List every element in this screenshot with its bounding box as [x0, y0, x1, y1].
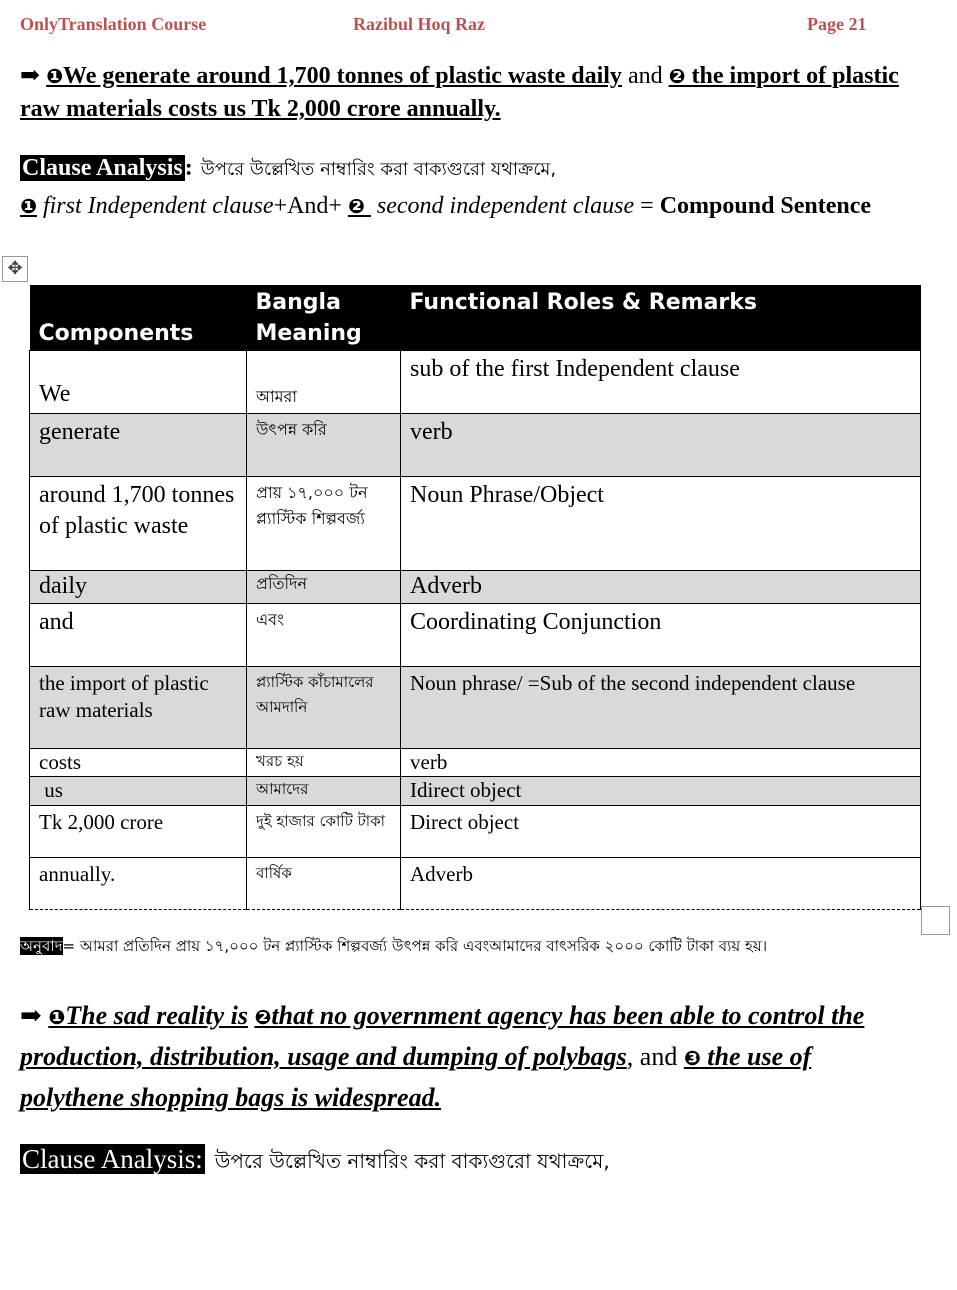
move-icon[interactable]: ✥: [2, 256, 28, 282]
clause-analysis-bangla: উপরে উল্লেখিত নাম্বারিং করা বাক্যগুরো যথাক্রমে,: [200, 159, 557, 180]
sentence-1-part-1: We generate around 1,700 tonnes of plastic waste daily: [63, 63, 622, 89]
bangla-cell: বার্ষিক: [247, 858, 401, 910]
remark-cell: sub of the first Independent clause: [401, 351, 921, 414]
sentence-1: [20, 60, 920, 126]
independent-clause-line: [20, 190, 920, 222]
component-cell: costs: [30, 749, 247, 777]
component-cell: generate: [30, 414, 247, 477]
header-course: OnlyTranslation Course: [20, 14, 207, 34]
second-clause: second independent clause: [370, 193, 635, 219]
square-icon[interactable]: [921, 906, 950, 935]
sentence-1-part-2: the import of plastic raw materials costs us Tk 2,000 crore annually.: [20, 63, 899, 122]
sentence-2-part-1: The sad reality is: [65, 1001, 248, 1030]
header-bangla-meaning: Bangla Meaning: [247, 285, 401, 351]
bangla-cell: আমরা: [247, 351, 401, 414]
clause-analysis-2-label: Clause Analysis:: [22, 1144, 203, 1174]
bangla-cell: খরচ হয়: [247, 749, 401, 777]
bangla-cell: দুই হাজার কোটি টাকা: [247, 806, 401, 858]
table-row: [30, 749, 921, 777]
bangla-cell: প্ল্যাস্টিক কাঁচামালের আমদানি: [247, 667, 401, 749]
remark-cell: Adverb: [401, 858, 921, 910]
marker-1-icon: ❶: [46, 64, 64, 88]
components-table: [29, 285, 921, 910]
marker-2-icon: ❷: [668, 64, 686, 88]
compound-sentence: Compound Sentence: [659, 193, 872, 219]
header-author: Razibul Hoq Raz: [353, 14, 486, 34]
table-row: [30, 858, 921, 910]
remark-cell: Noun Phrase/Object: [401, 477, 921, 571]
arrow-icon: ➡: [20, 1001, 42, 1030]
remark-cell: verb: [401, 749, 921, 777]
translation-label: অনুবাদ: [20, 937, 63, 955]
marker-1-icon: ❶: [48, 1005, 66, 1029]
sentence-2-comma-and: , and: [626, 1042, 684, 1071]
table-row: [30, 604, 921, 667]
header-components: Components: [30, 285, 247, 351]
remark-cell: Coordinating Conjunction: [401, 604, 921, 667]
marker-2-icon: ❷: [347, 194, 365, 218]
bangla-cell: প্রায় ১৭,০০০ টন প্ল্যাস্টিক শিল্পবর্জ্য: [247, 477, 401, 571]
translation-text: = আমরা প্রতিদিন প্রায় ১৭,০০০ টন প্ল্যাস্টিক শিল্পবর্জ্য উৎপন্ন করি এবংআমাদের বাৎসরিক ২০০০ কোটি টাকা ব্যয় হয়।: [62, 937, 768, 955]
arrow-icon: ➡: [20, 63, 41, 89]
marker-1-icon: ❶: [20, 194, 37, 218]
bangla-cell: আমাদের: [247, 777, 401, 806]
remark-cell: Direct object: [401, 806, 921, 858]
header-page: Page 21: [807, 14, 867, 34]
first-clause: first Independent clause: [36, 193, 274, 219]
clause-analysis-2-bangla: উপরে উল্লেখিত নাম্বারিং করা বাক্যগুরো যথাক্রমে,: [214, 1149, 610, 1173]
sentence-2-part-2: that no government agency has been able to control the production, distribution, usage and dumping of polybags: [20, 1001, 865, 1071]
clause-analysis-2: [20, 1144, 610, 1180]
remark-cell: Noun phrase/ =Sub of the second independent clause: [401, 667, 921, 749]
clause-analysis-colon: :: [184, 155, 193, 181]
component-cell: around 1,700 tonnes of plastic waste: [30, 477, 247, 571]
equals: =: [634, 193, 660, 219]
bangla-cell: উৎপন্ন করি: [247, 414, 401, 477]
table-row: [30, 414, 921, 477]
header-functional-roles: Functional Roles & Remarks: [401, 285, 921, 351]
sentence-1-and: and: [621, 63, 669, 89]
sentence-2-part-3: the use of polythene shopping bags is widespread.: [20, 1042, 812, 1112]
table-row: [30, 571, 921, 604]
table-row: [30, 477, 921, 571]
sentence-2: [20, 996, 920, 1117]
plus-and: +And+: [273, 193, 348, 219]
bangla-cell: প্রতিদিন: [247, 571, 401, 604]
table-row: [30, 667, 921, 749]
remark-cell: Idirect object: [401, 777, 921, 806]
table-row: [30, 777, 921, 806]
component-cell: Tk 2,000 crore: [30, 806, 247, 858]
component-cell: the import of plastic raw materials: [30, 667, 247, 749]
component-cell: us: [30, 777, 247, 806]
marker-3-icon: ❸: [683, 1046, 701, 1070]
component-cell: daily: [30, 571, 247, 604]
marker-2-icon: ❷: [254, 1005, 272, 1029]
remark-cell: Adverb: [401, 571, 921, 604]
table-row: [30, 351, 921, 414]
remark-cell: verb: [401, 414, 921, 477]
table-row: [30, 806, 921, 858]
translation-line: [20, 934, 950, 958]
clause-analysis-1: [20, 155, 556, 186]
component-cell: We: [30, 351, 247, 414]
clause-analysis-label: Clause Analysis: [22, 155, 183, 181]
bangla-cell: এবং: [247, 604, 401, 667]
component-cell: and: [30, 604, 247, 667]
component-cell: annually.: [30, 858, 247, 910]
